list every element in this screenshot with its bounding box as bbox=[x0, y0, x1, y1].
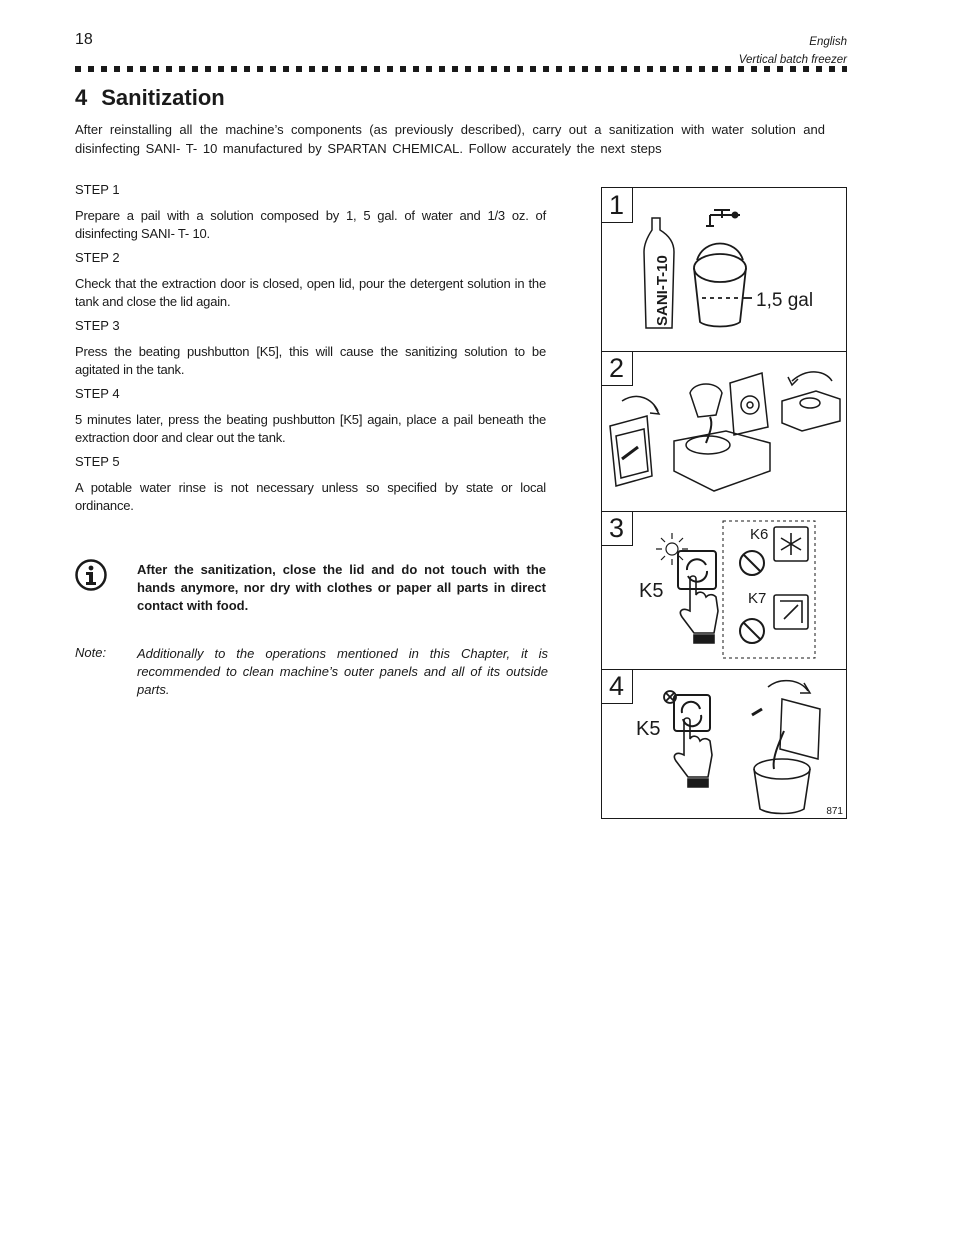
open-door-icon bbox=[752, 681, 820, 759]
step-text: Check that the extraction door is closed, open lid, pour the detergent solution in the tank and close the lid again. bbox=[75, 276, 546, 309]
step-1 bbox=[75, 180, 546, 242]
panel-number: 2 bbox=[609, 353, 625, 383]
hand-pointer-icon bbox=[680, 576, 718, 643]
hand-pointer-icon bbox=[674, 718, 712, 787]
extraction-door-icon bbox=[610, 396, 659, 486]
step-text: Press the beating pushbutton [K5], this will cause the sanitizing solution to be agitated in the tank. bbox=[75, 344, 546, 377]
button-k7-label: K7 bbox=[748, 590, 767, 607]
no-entry-icon bbox=[740, 551, 764, 575]
pour-into-tank-illustration bbox=[602, 351, 846, 511]
header-language: English bbox=[809, 36, 847, 48]
note-text: Additionally to the operations mentioned in this Chapter, it is recommended to clean machine’s outer panels and all of its outside parts. bbox=[137, 646, 548, 697]
info-icon bbox=[75, 559, 107, 591]
button-k5-label: K5 bbox=[639, 580, 664, 602]
button-k5-label: K5 bbox=[636, 718, 661, 740]
pail-icon bbox=[694, 244, 752, 327]
volume-label: 1,5 gal bbox=[756, 290, 814, 311]
panel-number: 4 bbox=[609, 671, 625, 701]
dotted-divider bbox=[75, 66, 847, 72]
lid-closed-icon bbox=[782, 372, 840, 431]
page-number: 18 bbox=[75, 31, 93, 48]
step-label: STEP 4 bbox=[75, 386, 120, 401]
section-number: 4 bbox=[75, 85, 88, 110]
dispense-button-icon bbox=[774, 595, 808, 629]
note-label: Note: bbox=[75, 645, 107, 660]
panel-number: 1 bbox=[609, 190, 625, 220]
step-text: 5 minutes later, press the beating pushbutton [K5] again, place a pail beneath the extraction door and clear out the tank. bbox=[75, 412, 546, 445]
figure-panel-2 bbox=[602, 351, 846, 512]
info-notice: After the sanitization, close the lid and do not touch with the hands anymore, nor dry with clothes or paper all parts in direct contact with food. bbox=[137, 562, 546, 613]
intro-paragraph: After reinstalling all the machine’s components (as previously described), carry out a sanitization with water solution and disinfecting SANI- T- 10 manufactured by SPARTAN CHEMICAL. Follow accurately the next steps bbox=[75, 122, 825, 156]
panel-number: 3 bbox=[609, 513, 625, 543]
step-2 bbox=[75, 248, 546, 310]
step-5 bbox=[75, 452, 546, 514]
step-label: STEP 2 bbox=[75, 250, 120, 265]
step-4 bbox=[75, 384, 546, 446]
steps-list bbox=[75, 180, 546, 520]
pail-and-bottle-illustration bbox=[602, 188, 846, 351]
no-entry-icon bbox=[740, 619, 764, 643]
step-text: A potable water rinse is not necessary unless so specified by state or local ordinance. bbox=[75, 480, 546, 513]
button-k6-label: K6 bbox=[750, 526, 769, 543]
drain-pail-icon bbox=[754, 731, 810, 814]
bottle-label: SANI-T-10 bbox=[654, 255, 671, 326]
faucet-icon bbox=[706, 210, 740, 226]
figure-panel-3 bbox=[602, 511, 846, 670]
sanitization-figure bbox=[601, 187, 847, 819]
running-header bbox=[739, 33, 847, 69]
dashed-frame bbox=[723, 521, 815, 658]
figure-panel-1 bbox=[602, 188, 846, 352]
header-product: Vertical batch freezer bbox=[738, 54, 847, 66]
step-label: STEP 3 bbox=[75, 318, 120, 333]
step-label: STEP 1 bbox=[75, 182, 120, 197]
section-title bbox=[75, 85, 225, 111]
step-label: STEP 5 bbox=[75, 454, 120, 469]
step-text: Prepare a pail with a solution composed by 1, 5 gal. of water and 1/3 oz. of disinfecting SANI- T- 10. bbox=[75, 208, 546, 241]
figure-panel-4 bbox=[602, 669, 846, 818]
figure-code: 871 bbox=[826, 806, 843, 817]
k5-button-icon bbox=[674, 695, 710, 731]
k5-button-icon bbox=[678, 551, 716, 589]
section-title-text: Sanitization bbox=[101, 85, 225, 110]
snowflake-button-icon bbox=[774, 527, 808, 561]
drain-tank-illustration bbox=[602, 669, 846, 818]
machine-body-icon bbox=[674, 373, 770, 491]
press-k5-illustration bbox=[602, 511, 846, 669]
indicator-light-icon bbox=[656, 533, 688, 565]
step-3 bbox=[75, 316, 546, 378]
